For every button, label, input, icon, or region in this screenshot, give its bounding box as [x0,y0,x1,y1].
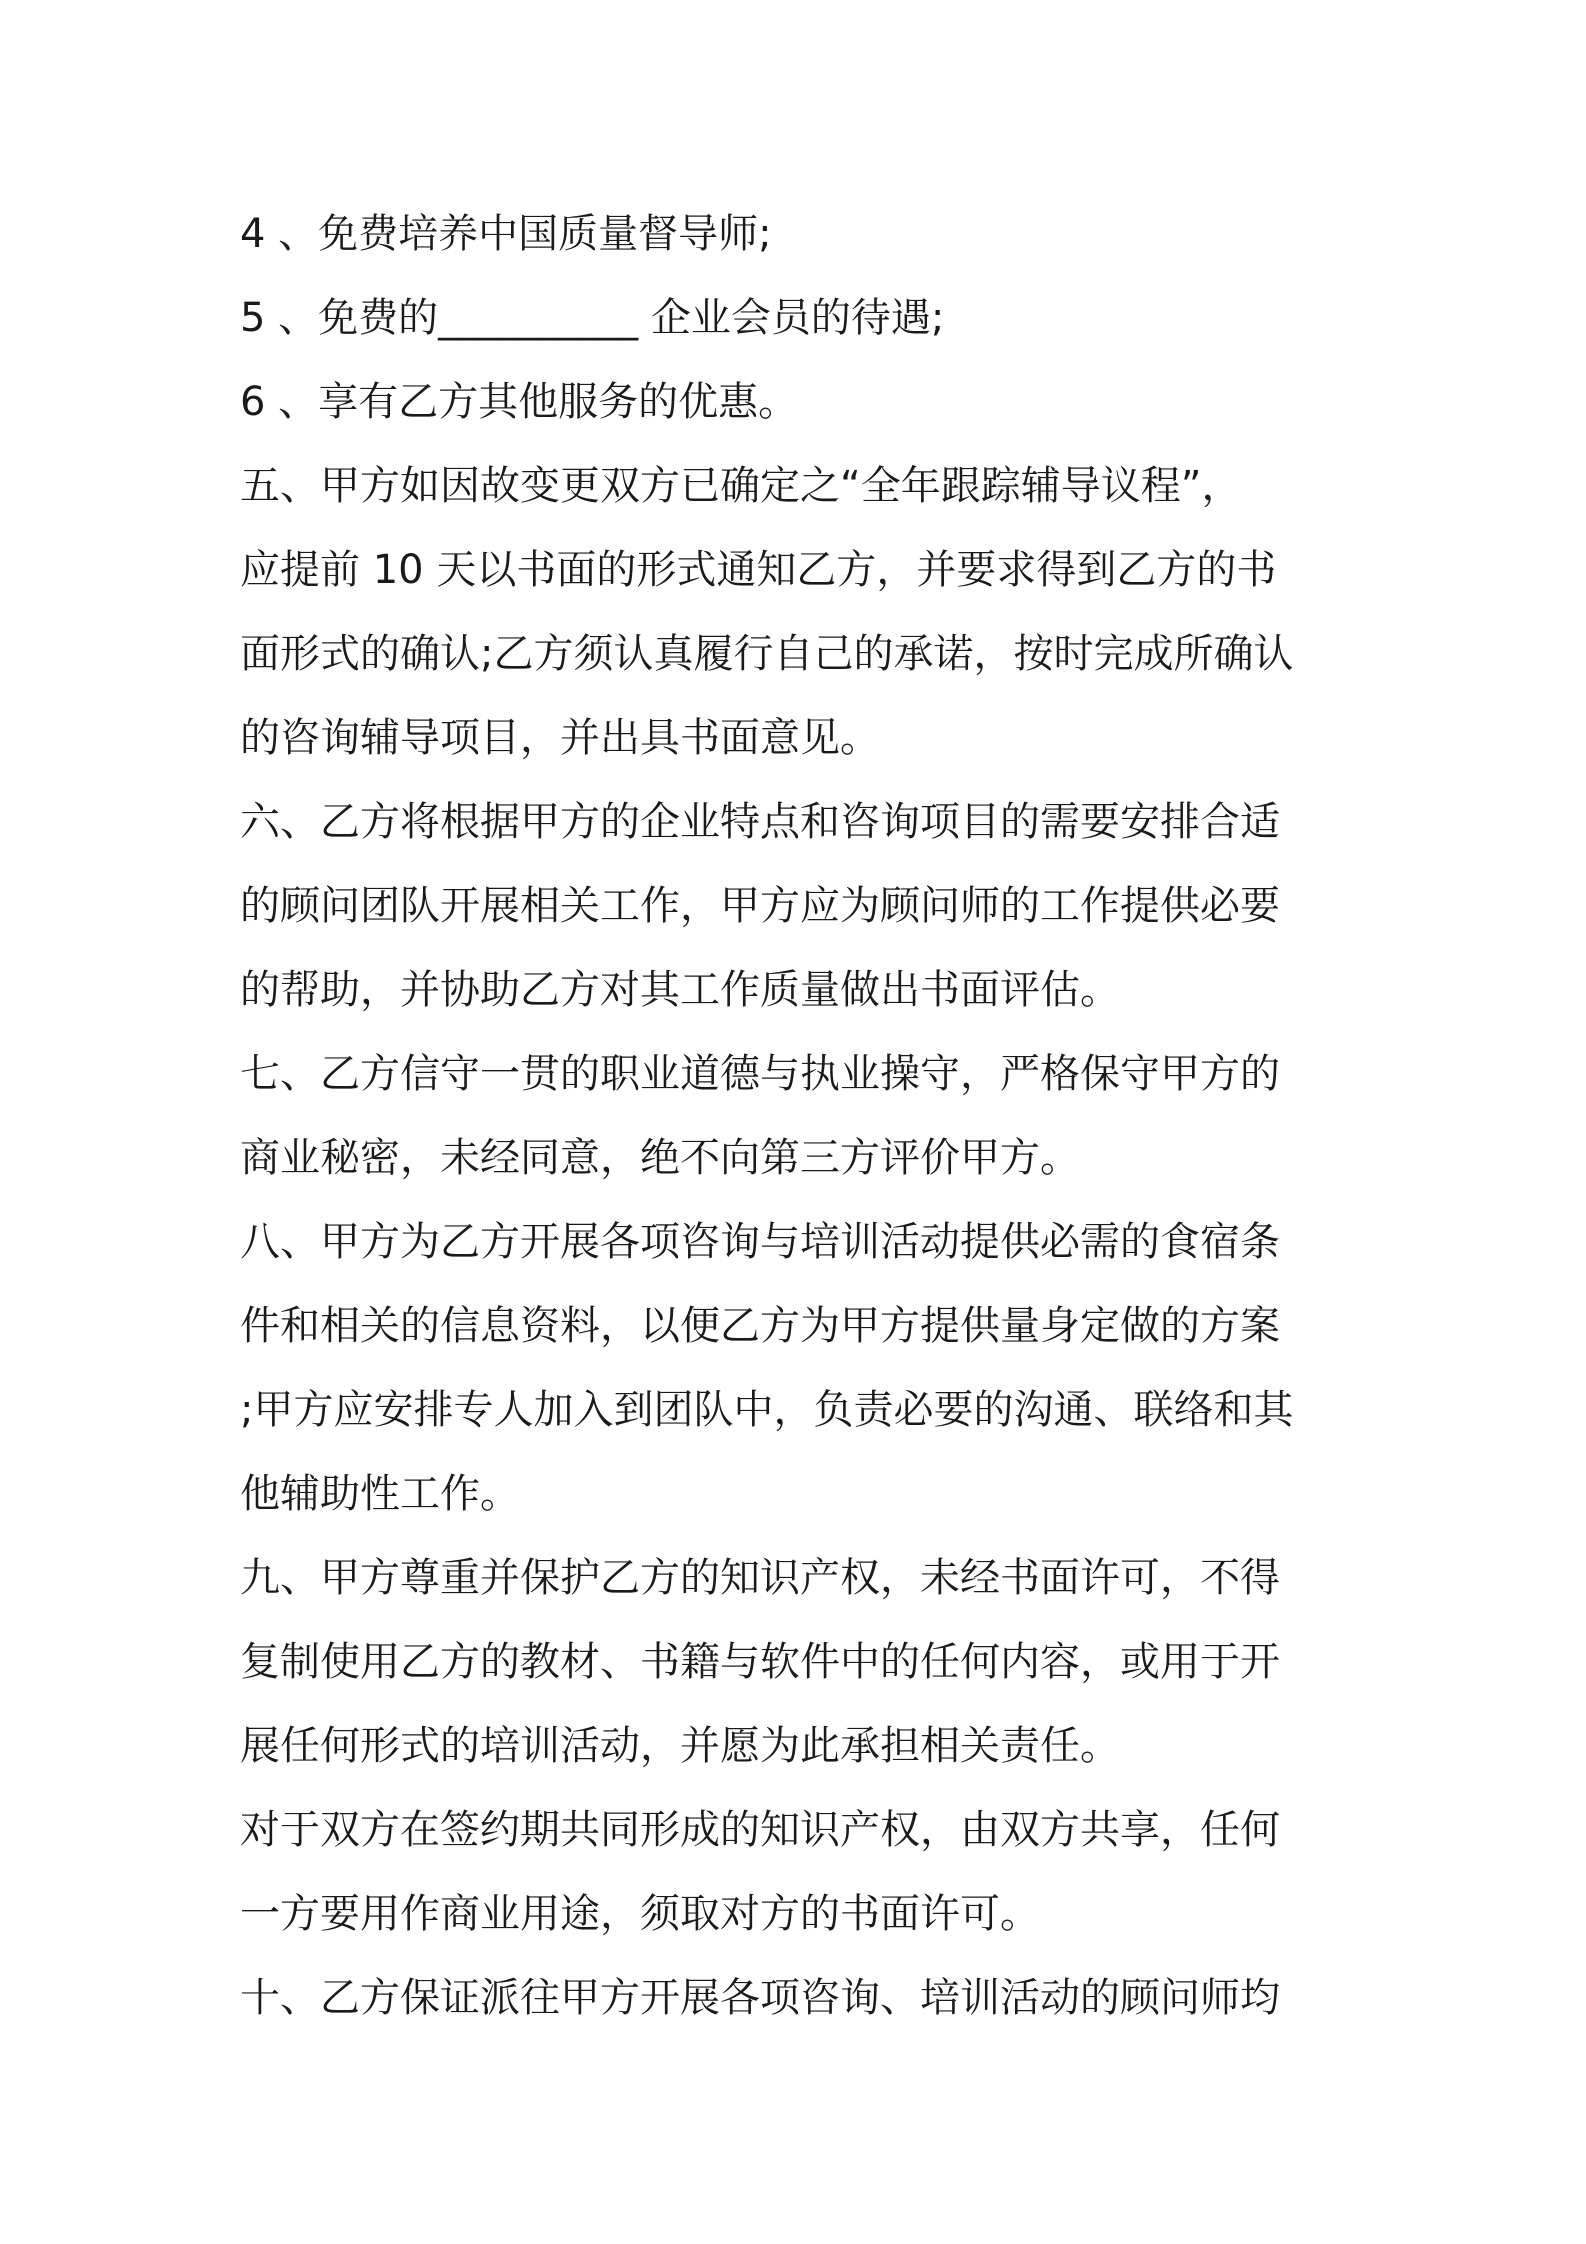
clause-8-line-4: 他辅助性工作。 [240,1471,520,1517]
clause-9-line-5: 一方要用作商业用途，须取对方的书面许可。 [240,1891,1040,1937]
document-body [240,192,1352,2040]
list-item-6: 6 、享有乙方其他服务的优惠。 [240,379,799,425]
clause-5-line-2: 应提前 10 天以书面的形式通知乙方，并要求得到乙方的书 [240,547,1277,593]
clause-9-line-4: 对于双方在签约期共同形成的知识产权，由双方共享，任何 [240,1807,1280,1853]
clause-9-line-2: 复制使用乙方的教材、书籍与软件中的任何内容，或用于开 [240,1639,1280,1685]
list-item-5: 5 、免费的__________ 企业会员的待遇; [240,295,945,341]
clause-10-line-1: 十、乙方保证派往甲方开展各项咨询、培训活动的顾问师均 [240,1975,1280,2021]
clause-6-line-1: 六、乙方将根据甲方的企业特点和咨询项目的需要安排合适 [240,799,1280,845]
clause-5-line-1: 五、甲方如因故变更双方已确定之“全年跟踪辅导议程”， [240,463,1242,509]
clause-5-line-3: 面形式的确认;乙方须认真履行自己的承诺，按时完成所确认 [240,631,1294,677]
clause-5-line-4: 的咨询辅导项目，并出具书面意见。 [240,715,880,761]
clause-7-line-1: 七、乙方信守一贯的职业道德与执业操守，严格保守甲方的 [240,1051,1280,1097]
clause-7-line-2: 商业秘密，未经同意，绝不向第三方评价甲方。 [240,1135,1080,1181]
clause-6-line-2: 的顾问团队开展相关工作，甲方应为顾问师的工作提供必要 [240,883,1280,929]
clause-8-line-1: 八、甲方为乙方开展各项咨询与培训活动提供必需的食宿条 [240,1219,1280,1265]
list-item-4: 4 、免费培养中国质量督导师; [240,211,772,257]
clause-8-line-3: ;甲方应安排专人加入到团队中，负责必要的沟通、联络和其 [240,1387,1294,1433]
clause-6-line-3: 的帮助，并协助乙方对其工作质量做出书面评估。 [240,967,1120,1013]
clause-8-line-2: 件和相关的信息资料，以便乙方为甲方提供量身定做的方案 [240,1303,1280,1349]
clause-9-line-1: 九、甲方尊重并保护乙方的知识产权，未经书面许可，不得 [240,1555,1280,1601]
clause-9-line-3: 展任何形式的培训活动，并愿为此承担相关责任。 [240,1723,1120,1769]
